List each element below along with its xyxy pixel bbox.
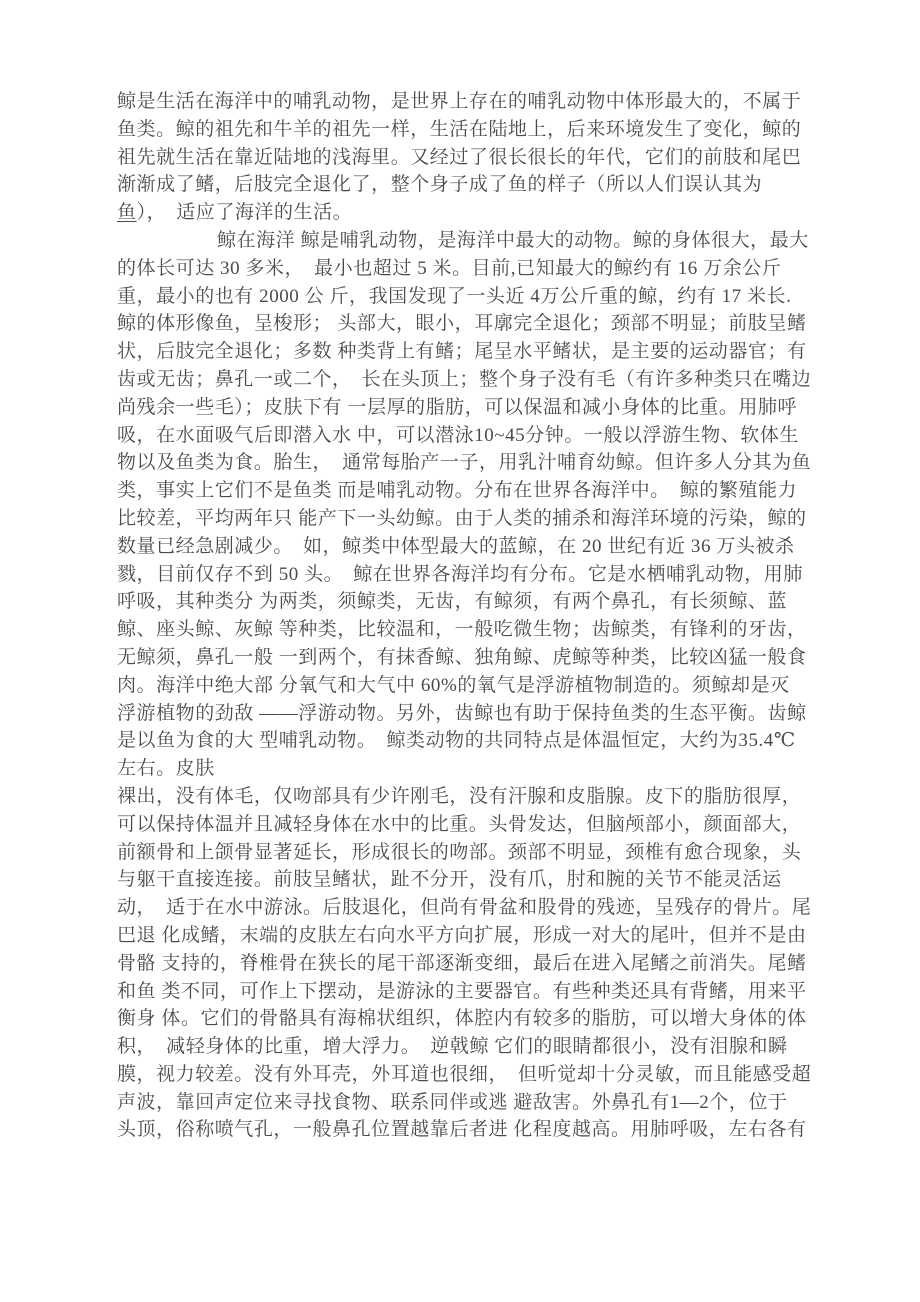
text-line: 鲸的体形像鱼，呈梭形； 头部大，眼小，耳廓完全退化；颈部不明显；前肢呈鳍	[117, 313, 807, 335]
underlined-text: 鱼	[117, 202, 137, 224]
text-line: 的体长可达 30 多米， 最小也超过 5 米。目前,已知最大的鲸约有 16 万余公斤	[117, 257, 782, 279]
text-line: 骨骼 支持的，脊椎骨在狭长的尾干部逐渐变细，最后在进入尾鳍之前消失。尾鳍	[117, 952, 807, 974]
text-line: 左右。皮肤	[117, 758, 215, 780]
text-line: 呼吸，其种类分 为两类，须鲸类，无齿，有鲸须，有两个鼻孔，有长须鲸、蓝	[117, 591, 788, 613]
text-line: 鱼）， 适应了海洋的生活。	[117, 202, 353, 224]
text-line: 类，事实上它们不是鱼类 而是哺乳动物。分布在世界各海洋中。 鲸的繁殖能力	[117, 480, 798, 502]
essay-text	[117, 88, 817, 1144]
text-line: 祖先就生活在靠近陆地的浅海里。又经过了很长很长的年代，它们的前肢和尾巴	[117, 146, 802, 168]
text-line: 裸出，没有体毛，仅吻部具有少许刚毛，没有汗腺和皮脂腺。皮下的脂肪很厚，	[117, 785, 802, 807]
text-line: 齿或无齿；鼻孔一或二个， 长在头顶上；整个身子没有毛（有许多种类只在嘴边	[117, 368, 812, 390]
text-line: 头顶，俗称喷气孔，一般鼻孔位置越靠后者进 化程度越高。用肺呼吸，左右各有	[117, 1119, 807, 1141]
text-line: 巴退 化成鳍，末端的皮肤左右向水平方向扩展，形成一对大的尾叶，但并不是由	[117, 924, 807, 946]
text-line: 和鱼 类不同，可作上下摆动，是游泳的主要器官。有些种类还具有背鳍，用来平	[117, 980, 807, 1002]
text-line: 声波，靠回声定位来寻找食物、联系同伴或逃 避敌害。外鼻孔有1—2个，位于	[117, 1091, 788, 1113]
text-line: 渐渐成了鳍，后肢完全退化了，整个身子成了鱼的样子（所以人们误认其为	[117, 174, 763, 196]
text-line: 衡身 体。它们的骨骼具有海棉状组织，体腔内有较多的脂肪，可以增大身体的体	[117, 1008, 807, 1030]
text-line: 鲸在海洋 鲸是哺乳动物，是海洋中最大的动物。鲸的身体很大，最大	[217, 229, 809, 251]
text-line: 膜，视力较差。没有外耳壳，外耳道也很细， 但听觉却十分灵敏，而且能感受超	[117, 1063, 812, 1085]
text-line: 鲸是生活在海洋中的哺乳动物，是世界上存在的哺乳动物中体形最大的，不属于	[117, 91, 802, 112]
text-line: 戮，目前仅存不到 50 头。 鲸在世界各海洋均有分布。它是水栖哺乳动物，用肺	[117, 563, 803, 585]
text-line: 吸，在水面吸气后即潜入水 中，可以潜泳10~45分钟。一般以浮游生物、软体生	[117, 424, 799, 446]
text-line: 鲸、座头鲸、灰鲸 等种类，比较温和，一般吃微生物；齿鲸类，有锋利的牙齿，	[117, 619, 807, 641]
text-line: 前额骨和上颌骨显著延长，形成很长的吻部。颈部不明显，颈椎有愈合现象，头	[117, 841, 802, 863]
text-line: 物以及鱼类为食。胎生， 通常每胎产一子，用乳汁哺育幼鲸。但许多人分其为鱼	[117, 452, 812, 474]
text-line: 状，后肢完全退化；多数 种类背上有鳍；尾呈水平鳍状，是主要的运动器官；有	[117, 341, 807, 363]
text-line: 是以鱼为食的大 型哺乳动物。 鲸类动物的共同特点是体温恒定，大约为35.4℃	[117, 730, 796, 752]
text-line: 鱼类。鲸的祖先和牛羊的祖先一样，生活在陆地上，后来环境发生了变化，鲸的	[117, 118, 802, 140]
text-line: 数量已经急剧减少。 如，鲸类中体型最大的蓝鲸，在 20 世纪有近 36 万头被杀	[117, 535, 795, 557]
text-line: 浮游植物的劲敌 ——浮游动物。另外，齿鲸也有助于保持鱼类的生态平衡。齿鲸	[117, 702, 807, 724]
text-line: 尚残余一些毛）；皮肤下有 一层厚的脂肪，可以保温和减小身体的比重。用肺呼	[117, 396, 798, 418]
text-line: 可以保持体温并且减轻身体在水中的比重。头骨发达，但脑颅部小，颜面部大，	[117, 813, 802, 835]
text-line: 与躯干直接连接。前肢呈鳍状，趾不分开，没有爪，肘和腕的关节不能灵活运	[117, 869, 782, 891]
text-line: 积， 减轻身体的比重，增大浮力。 逆戟鲸 它们的眼睛都很小，没有泪腺和瞬	[117, 1036, 788, 1058]
text-line: 重，最小的也有 2000 公 斤，我国发现了一头近 4万公斤重的鲸，约有 17 米长.	[117, 285, 792, 307]
text-line: 肉。海洋中绝大部 分氧气和大气中 60%的氧气是浮游植物制造的。须鲸却是灭	[117, 674, 790, 696]
text-line: 比较差，平均两年只 能产下一头幼鲸。由于人类的捕杀和海洋环境的污染，鲸的	[117, 507, 807, 529]
text-line: 动， 适于在水中游泳。后肢退化，但尚有骨盆和股骨的残迹，呈残存的骨片。尾	[117, 897, 812, 919]
text-line: 无鲸须，鼻孔一般 一到两个，有抹香鲸、独角鲸、虎鲸等种类，比较凶猛一般食	[117, 646, 807, 668]
